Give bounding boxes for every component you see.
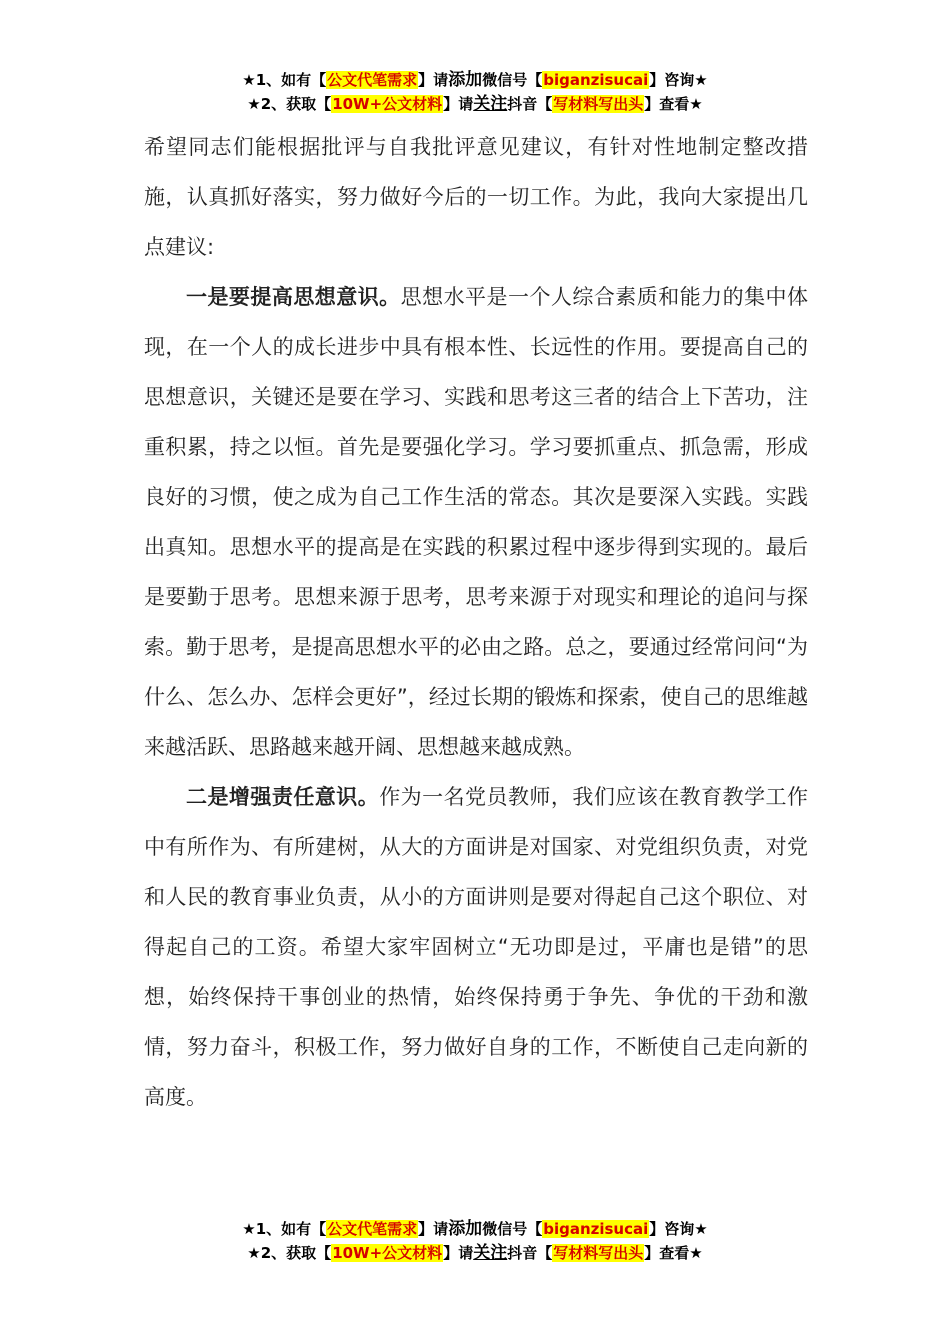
highlight-tag: biganzisucai bbox=[543, 71, 649, 89]
banner-text: 】请 bbox=[418, 1220, 449, 1238]
footer-banner bbox=[0, 1217, 950, 1265]
paragraph-intro: 希望同志们能根据批评与自我批评意见建议，有针对性地制定整改措施，认真抓好落实，努力做好今后的一切工作。为此，我向大家提出几点建议: bbox=[144, 135, 808, 259]
banner-text: ★1、如有【 bbox=[242, 1220, 327, 1238]
paragraph-heading: 二是增强责任意识。 bbox=[186, 785, 380, 809]
banner-text: 抖音【 bbox=[507, 1244, 553, 1262]
paragraph-text: 作为一名党员教师，我们应该在教育教学工作中有所作为、有所建树，从大的方面讲是对国家、对党组织负责，对党和人民的教育事业负责，从小的方面讲则是要对得起自己这个职位、对得起自己的工资。希望大家牢固树立“无功即是过，平庸也是错”的思想，始终保持干事创业的热情，始终保持勇于争先、争优的干劲和激情，努力奋斗，积极工作，努力做好自身的工作，不断使自己走向新的高度。 bbox=[144, 785, 809, 1109]
header-banner bbox=[0, 68, 950, 116]
highlight-tag: biganzisucai bbox=[543, 1220, 649, 1238]
document-body bbox=[144, 122, 808, 1122]
highlight-tag: 10W+公文材料 bbox=[332, 1244, 443, 1262]
banner-text: ★1、如有【 bbox=[242, 71, 327, 89]
banner-text: 微信号【 bbox=[482, 1220, 543, 1238]
banner-emphasis: 关注 bbox=[473, 94, 508, 114]
banner-text: 微信号【 bbox=[482, 71, 543, 89]
banner-emphasis: 添加 bbox=[448, 1219, 483, 1239]
banner-text: 】请 bbox=[443, 95, 474, 113]
banner-text: 】咨询★ bbox=[649, 71, 708, 89]
banner-emphasis: 添加 bbox=[448, 70, 483, 90]
paragraph-heading: 一是要提高思想意识。 bbox=[186, 285, 401, 309]
banner-text: 】查看★ bbox=[644, 95, 703, 113]
banner-line-2 bbox=[0, 1241, 950, 1265]
banner-text: 】请 bbox=[418, 71, 449, 89]
banner-line-1 bbox=[0, 1217, 950, 1241]
highlight-tag: 公文代笔需求 bbox=[327, 71, 418, 89]
highlight-tag: 写材料写出头 bbox=[553, 95, 644, 113]
paragraph-point-2 bbox=[144, 772, 808, 1122]
highlight-tag: 写材料写出头 bbox=[553, 1244, 644, 1262]
banner-emphasis: 关注 bbox=[473, 1243, 508, 1263]
paragraph-text: 思想水平是一个人综合素质和能力的集中体现，在一个人的成长进步中具有根本性、长远性的作用。要提高自己的思想意识，关键还是要在学习、实践和思考这三者的结合上下苦功，注重积累，持之以恒。首先是要强化学习。学习要抓重点、抓急需，形成良好的习惯，使之成为自己工作生活的常态。其次是要深入实践。实践出真知。思想水平的提高是在实践的积累过程中逐步得到实现的。最后是要勤于思考。思想来源于思考，思考来源于对现实和理论的追问与探索。勤于思考，是提高思想水平的必由之路。总之，要通过经常问问“为什么、怎么办、怎样会更好”，经过长期的锻炼和探索，使自己的思维越来越活跃、思路越来越开阔、思想越来越成熟。 bbox=[144, 285, 809, 759]
banner-text: ★2、获取【 bbox=[247, 1244, 332, 1262]
banner-text: 抖音【 bbox=[507, 95, 553, 113]
paragraph-point-1 bbox=[144, 272, 808, 772]
banner-line-1 bbox=[0, 68, 950, 92]
banner-text: 】查看★ bbox=[644, 1244, 703, 1262]
banner-text: 】咨询★ bbox=[649, 1220, 708, 1238]
banner-text: ★2、获取【 bbox=[247, 95, 332, 113]
highlight-tag: 10W+公文材料 bbox=[332, 95, 443, 113]
banner-text: 】请 bbox=[443, 1244, 474, 1262]
banner-line-2 bbox=[0, 92, 950, 116]
highlight-tag: 公文代笔需求 bbox=[327, 1220, 418, 1238]
